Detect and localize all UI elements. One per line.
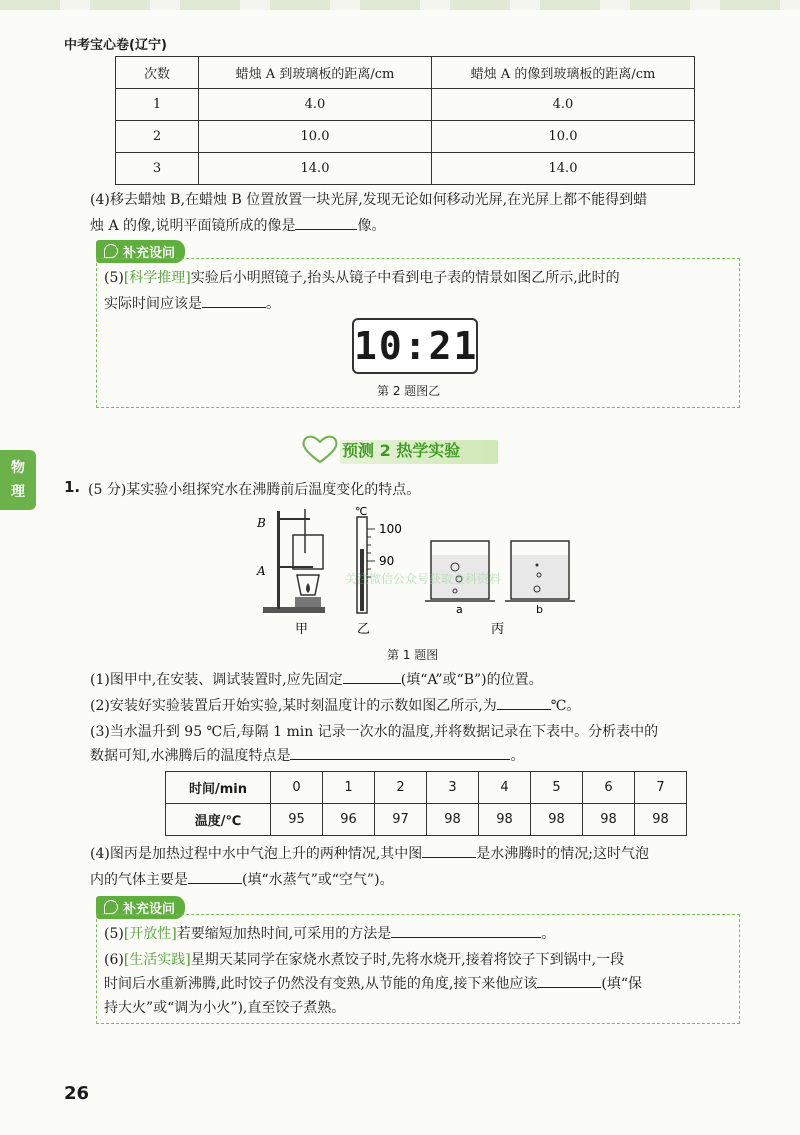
answer-blank[interactable] [202, 293, 266, 308]
cell: 98 [531, 804, 583, 836]
q-text: (1)图甲中,在安装、调试装置时,应先固定 [90, 672, 343, 688]
cell: 4 [479, 772, 531, 804]
q-text: 时间后水重新沸腾,此时饺子仍然没有变熟,从节能的角度,接下来他应该 [104, 976, 538, 992]
cell: 3 [116, 153, 199, 185]
tick-100: 100 [379, 522, 402, 536]
col-header: 蜡烛 A 的像到玻璃板的距离/cm [432, 57, 695, 89]
label-beaker-b: b [536, 603, 543, 616]
q-text: 实际时间应该是 [104, 296, 202, 312]
q1-stem: (5 分)某实验小组探究水在沸腾前后温度变化的特点。 [88, 482, 421, 498]
s1-q5-line2 [104, 292, 280, 316]
cell: 97 [375, 804, 427, 836]
badge-label: 补充设问 [123, 902, 176, 917]
row-header: 时间/min [166, 772, 271, 804]
table-row [116, 89, 695, 121]
q-text: 数据可知,水沸腾后的温度特点是 [90, 748, 291, 764]
table-row [166, 804, 687, 836]
q-number: (6) [104, 952, 124, 968]
row-header: 温度/℃ [166, 804, 271, 836]
q-text: (2)安装好实验装置后开始实验,某时刻温度计的示数如图乙所示,为 [90, 698, 497, 714]
q-text: (填“保 [601, 976, 642, 992]
cell: 95 [271, 804, 323, 836]
answer-blank[interactable] [295, 215, 357, 230]
q4-text: 烛 A 的像,说明平面镜所成的像是 [90, 218, 296, 234]
cell: 5 [531, 772, 583, 804]
top-decoration [0, 0, 800, 10]
cell: 14.0 [199, 153, 432, 185]
q-text-end: 。 [266, 296, 280, 312]
figure-caption: 第 1 题图 [387, 648, 439, 662]
bulb-icon [104, 900, 118, 914]
table-row [166, 772, 687, 804]
q4-line2 [90, 214, 385, 238]
answer-blank[interactable] [537, 973, 601, 988]
stand-apparatus [263, 509, 325, 613]
cell: 98 [583, 804, 635, 836]
q-text: 若要缩短加热时间,可采用的方法是 [176, 926, 392, 942]
table-row [116, 153, 695, 185]
tag-science: [科学推理] [123, 270, 191, 286]
cell: 4.0 [432, 89, 695, 121]
cell: 10.0 [432, 121, 695, 153]
cell: 10.0 [199, 121, 432, 153]
table-row [116, 57, 695, 89]
label-bing: 丙 [491, 622, 505, 635]
cell: 96 [323, 804, 375, 836]
q-text: ℃。 [550, 698, 581, 714]
q-number: (5) [104, 270, 124, 286]
thermometer [357, 517, 375, 613]
answer-blank[interactable] [497, 695, 551, 710]
cell: 98 [479, 804, 531, 836]
beaker-b [505, 541, 575, 601]
page-number: 26 [64, 1083, 90, 1104]
section-heading [300, 432, 500, 466]
bulb-icon [104, 244, 118, 258]
label-b: B [257, 516, 266, 530]
tag-open: [开放性] [123, 926, 177, 942]
q-text: 星期天某同学在家烧水煮饺子时,先将水烧开,接着将饺子下到锅中,一段 [190, 952, 625, 968]
cell: 14.0 [432, 153, 695, 185]
tab-char: 理 [11, 484, 25, 500]
s2-q6-line3: 持大火”或“调为小火”),直至饺子煮熟。 [104, 1000, 346, 1016]
q-number: (5) [104, 926, 124, 942]
temperature-table [165, 771, 687, 836]
q-text: 。 [541, 926, 556, 942]
label-beaker-a: a [456, 603, 463, 616]
tick-90: 90 [379, 554, 395, 568]
q-text: 内的气体主要是 [90, 872, 188, 888]
q4-text-end: 像。 [357, 218, 386, 234]
label-a: A [257, 564, 266, 578]
q-text: (填“A”或“B”)的位置。 [400, 672, 543, 688]
unit-label: ℃ [355, 505, 368, 518]
s2-q5 [104, 922, 555, 946]
watermark: 关注微信公众号获取全科资料 [345, 572, 502, 586]
q1-part4-line1 [90, 842, 649, 866]
q1-part1 [90, 668, 543, 692]
header-title: 中考宝心卷(辽宁) [64, 38, 167, 53]
q1-part4-line2 [90, 868, 394, 892]
cell: 6 [583, 772, 635, 804]
cell: 7 [635, 772, 687, 804]
q-text: 。 [510, 748, 525, 764]
q4-line1: (4)移去蜡烛 B,在蜡烛 B 位置放置一块光屏,发现无论如何移动光屏,在光屏上都不能得到蜡 [90, 192, 648, 208]
answer-blank[interactable] [290, 745, 510, 760]
cell: 1 [323, 772, 375, 804]
q1-part3-line2 [90, 744, 524, 768]
digital-clock: 10:21 [352, 318, 478, 374]
q1-part2 [90, 694, 580, 718]
cell: 98 [635, 804, 687, 836]
section-title: 预测 2 热学实验 [342, 441, 461, 460]
cell: 1 [116, 89, 199, 121]
table-row [116, 121, 695, 153]
answer-blank[interactable] [343, 669, 401, 684]
cell: 3 [427, 772, 479, 804]
tag-practice: [生活实践] [123, 952, 191, 968]
tab-char: 物 [11, 460, 25, 476]
answer-blank[interactable] [391, 923, 541, 938]
question-number: 1. [64, 478, 81, 496]
cell: 98 [427, 804, 479, 836]
badge-label: 补充设问 [123, 246, 176, 261]
s2-q6-line2 [104, 972, 642, 996]
answer-blank[interactable] [188, 869, 242, 884]
q-text: (4)图丙是加热过程中水中气泡上升的两种情况,其中图 [90, 846, 423, 862]
answer-blank[interactable] [422, 843, 476, 858]
label-yi: 乙 [357, 622, 371, 635]
subject-tab [0, 450, 36, 510]
cell: 4.0 [199, 89, 432, 121]
q1-part3-line1: (3)当水温升到 95 ℃后,每隔 1 min 记录一次水的温度,并将数据记录在下表中。分析表中的 [90, 724, 659, 740]
q-text: (填“水蒸气”或“空气”)。 [242, 872, 394, 888]
col-header: 蜡烛 A 到玻璃板的距离/cm [199, 57, 432, 89]
label-jia: 甲 [295, 622, 309, 635]
q-text: 是水沸腾时的情况;这时气泡 [476, 846, 649, 862]
cell: 2 [116, 121, 199, 153]
cell: 0 [271, 772, 323, 804]
mirror-data-table [115, 56, 695, 185]
q-text: 实验后小明照镜子,抬头从镜子中看到电子表的情景如图乙所示,此时的 [190, 270, 620, 286]
s1-q5-line1 [104, 266, 620, 290]
heart-icon [300, 432, 340, 466]
col-header: 次数 [116, 57, 199, 89]
figure-caption: 第 2 题图乙 [377, 384, 441, 398]
cell: 2 [375, 772, 427, 804]
s2-q6-line1 [104, 948, 624, 972]
